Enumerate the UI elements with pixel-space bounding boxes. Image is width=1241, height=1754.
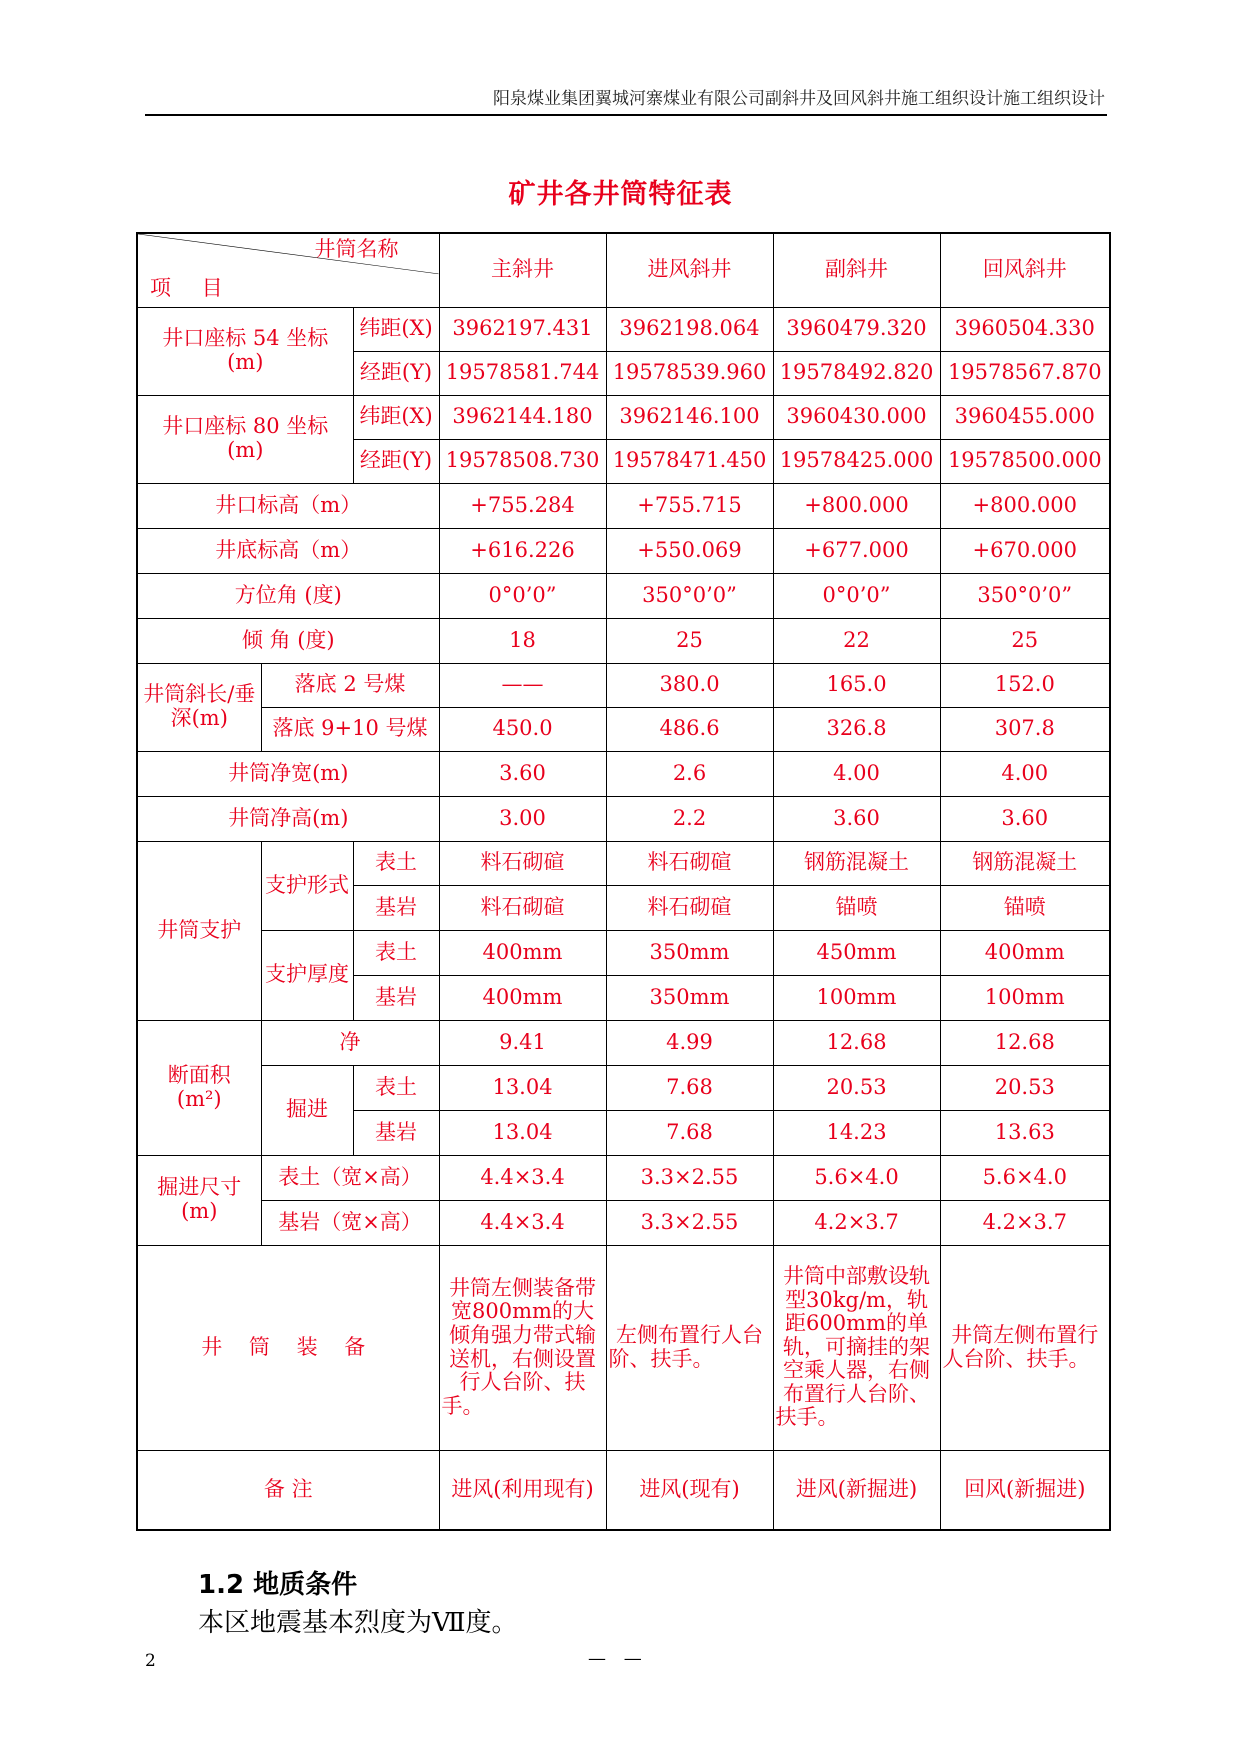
equipment-cell: 左侧布置行人台阶、扶手。 [606,1245,773,1450]
page-number: 2 [145,1651,156,1671]
table-cell: 锚喷 [940,885,1110,930]
collar-elevation-row [137,483,1110,528]
equipment-cell: 井筒左侧装备带宽800mm的大倾角强力带式输送机，右侧设置行人台阶、扶手。 [439,1245,606,1450]
table-cell: 165.0 [773,663,940,707]
table-cell: 20.53 [773,1065,940,1110]
table-cell: +755.284 [439,483,606,528]
bedrock-label: 基岩 [353,975,439,1020]
table-cell: 12.68 [773,1020,940,1065]
azimuth-row [137,573,1110,618]
coord80-x-row [137,395,1110,439]
table-cell: 350mm [606,930,773,975]
section-text: 本区地震基本烈度为Ⅶ度。 [198,1608,518,1638]
table-cell: 7.68 [606,1110,773,1155]
table-cell: +755.715 [606,483,773,528]
table-cell: 3.60 [773,796,940,841]
table-cell: 进风(利用现有) [439,1450,606,1530]
table-cell: 3960479.320 [773,307,940,351]
row-label: 井筒净宽(m) [137,751,439,796]
coord80-label: 井口座标 80 坐标 (m) [137,395,353,483]
coord80-y-label: 经距(Y) [353,439,439,483]
table-cell: 19578471.450 [606,439,773,483]
coord54-x-label: 纬距(X) [353,307,439,351]
table-cell: 12.68 [940,1020,1110,1065]
length-row-1 [137,663,1110,707]
table-cell: 3962198.064 [606,307,773,351]
table-cell: 3.60 [940,796,1110,841]
shaft-header-auxiliary: 副斜井 [773,233,940,307]
table-cell: 13.04 [439,1110,606,1155]
net-height-row [137,796,1110,841]
table-cell: 2.6 [606,751,773,796]
row-label: 倾 角 (度) [137,618,439,663]
excav-size-label: 掘进尺寸 (m) [137,1155,261,1245]
table-cell: 486.6 [606,707,773,751]
bedrock-label: 基岩 [353,1110,439,1155]
table-cell: 4.99 [606,1020,773,1065]
table-cell: 3.3×2.55 [606,1200,773,1245]
equipment-cell: 井筒左侧布置行人台阶、扶手。 [940,1245,1110,1450]
table-cell: +677.000 [773,528,940,573]
length-sub1-label: 落底 2 号煤 [261,663,439,707]
table-cell: 回风(新掘进) [940,1450,1110,1530]
table-cell: 料石砌碹 [439,841,606,885]
support-form-label: 支护形式 [261,841,353,930]
table-cell: 3962197.431 [439,307,606,351]
support-form-topsoil-row [137,841,1110,885]
row-label: 方位角 (度) [137,573,439,618]
table-cell: 14.23 [773,1110,940,1155]
excav-size-row-2 [137,1200,1110,1245]
table-cell: 18 [439,618,606,663]
section-heading: 1.2 地质条件 [198,1570,358,1600]
excav-size-bedrock-label: 基岩（宽×高） [261,1200,439,1245]
corner-item: 项 目 [150,275,235,300]
support-thick-topsoil-row [137,930,1110,975]
remarks-row [137,1450,1110,1530]
table-cell: 5.6×4.0 [773,1155,940,1200]
table-cell: +800.000 [940,483,1110,528]
corner-cell [137,233,439,307]
table-cell: 3962146.100 [606,395,773,439]
table-cell: 400mm [439,930,606,975]
table-cell: 3960430.000 [773,395,940,439]
table-cell: 350°0’0” [606,573,773,618]
table-cell: 19578425.000 [773,439,940,483]
table-cell: 钢筋混凝土 [773,841,940,885]
table-cell: 3.3×2.55 [606,1155,773,1200]
support-thick-label: 支护厚度 [261,930,353,1020]
table-cell: —— [439,663,606,707]
table-cell: 钢筋混凝土 [940,841,1110,885]
table-cell: 450mm [773,930,940,975]
section-label: 断面积 (m²) [137,1020,261,1155]
table-cell: 350°0’0” [940,573,1110,618]
shaft-feature-table [136,232,1111,1531]
page-dash: — — [588,1648,648,1669]
topsoil-label: 表土 [353,841,439,885]
section-excav-topsoil-row [137,1065,1110,1110]
table-cell: 3960455.000 [940,395,1110,439]
table-cell: 25 [606,618,773,663]
table-cell: 4.4×3.4 [439,1155,606,1200]
coord80-x-label: 纬距(X) [353,395,439,439]
section-net-label: 净 [261,1020,439,1065]
length-sub2-label: 落底 9+10 号煤 [261,707,439,751]
table-cell: 100mm [773,975,940,1020]
row-label: 井筒净高(m) [137,796,439,841]
page-header: 阳泉煤业集团翼城河寨煤业有限公司副斜井及回风斜井施工组织设计施工组织设计 [493,89,1105,109]
table-cell: +670.000 [940,528,1110,573]
topsoil-label: 表土 [353,1065,439,1110]
table-cell: 0°0’0” [773,573,940,618]
length-label: 井筒斜长/垂深(m) [137,663,261,751]
corner-shaft-name: 井筒名称 [314,237,399,261]
table-cell: 7.68 [606,1065,773,1110]
equipment-label: 井 筒 装 备 [137,1245,439,1450]
table-title: 矿井各井筒特征表 [508,179,733,210]
dip-row [137,618,1110,663]
table-cell: +616.226 [439,528,606,573]
remarks-label: 备 注 [137,1450,439,1530]
table-cell: 100mm [940,975,1110,1020]
table-cell: 19578539.960 [606,351,773,395]
table-cell: 0°0’0” [439,573,606,618]
header-rule [145,114,1107,116]
table-cell: 22 [773,618,940,663]
table-cell: 3962144.180 [439,395,606,439]
table-cell: 380.0 [606,663,773,707]
table-cell: 锚喷 [773,885,940,930]
table-cell: 307.8 [940,707,1110,751]
table-cell: 19578581.744 [439,351,606,395]
table-cell: 350mm [606,975,773,1020]
bottom-elevation-row [137,528,1110,573]
excav-size-row-1 [137,1155,1110,1200]
table-cell: 4.2×3.7 [940,1200,1110,1245]
table-cell: 326.8 [773,707,940,751]
table-cell: 13.04 [439,1065,606,1110]
table-cell: 9.41 [439,1020,606,1065]
section-excav-label: 掘进 [261,1065,353,1155]
table-cell: 3.00 [439,796,606,841]
equipment-row [137,1245,1110,1450]
table-cell: 19578492.820 [773,351,940,395]
table-cell: 料石砌碹 [606,885,773,930]
table-header-row [137,233,1110,307]
table-cell: 3.60 [439,751,606,796]
table-cell: 进风(新掘进) [773,1450,940,1530]
table-cell: 152.0 [940,663,1110,707]
support-label: 井筒支护 [137,841,261,1020]
table-cell: 4.4×3.4 [439,1200,606,1245]
section-net-row [137,1020,1110,1065]
table-cell: 4.00 [773,751,940,796]
table-cell: 13.63 [940,1110,1110,1155]
excav-size-topsoil-label: 表土（宽×高） [261,1155,439,1200]
coord54-label: 井口座标 54 坐标 (m) [137,307,353,395]
table-cell: 400mm [940,930,1110,975]
net-width-row [137,751,1110,796]
table-cell: 19578567.870 [940,351,1110,395]
table-cell: 400mm [439,975,606,1020]
equipment-cell: 井筒中部敷设轨型30kg/m，轨距600mm的单轨，可摘挂的架空乘人器，右侧布置行人台阶、扶手。 [773,1245,940,1450]
row-label: 井底标高（m） [137,528,439,573]
table-cell: 进风(现有) [606,1450,773,1530]
table-cell: 2.2 [606,796,773,841]
table-cell: 4.2×3.7 [773,1200,940,1245]
shaft-header-intake: 进风斜井 [606,233,773,307]
table-cell: 20.53 [940,1065,1110,1110]
row-label: 井口标高（m） [137,483,439,528]
table-cell: 25 [940,618,1110,663]
table-cell: 19578508.730 [439,439,606,483]
shaft-header-main: 主斜井 [439,233,606,307]
table-cell: 料石砌碹 [439,885,606,930]
shaft-header-return: 回风斜井 [940,233,1110,307]
table-cell: +550.069 [606,528,773,573]
table-cell: 3960504.330 [940,307,1110,351]
length-row-2 [137,707,1110,751]
coord54-y-label: 经距(Y) [353,351,439,395]
table-cell: +800.000 [773,483,940,528]
topsoil-label: 表土 [353,930,439,975]
table-cell: 450.0 [439,707,606,751]
table-cell: 19578500.000 [940,439,1110,483]
table-cell: 4.00 [940,751,1110,796]
table-cell: 料石砌碹 [606,841,773,885]
bedrock-label: 基岩 [353,885,439,930]
table-cell: 5.6×4.0 [940,1155,1110,1200]
coord54-x-row [137,307,1110,351]
